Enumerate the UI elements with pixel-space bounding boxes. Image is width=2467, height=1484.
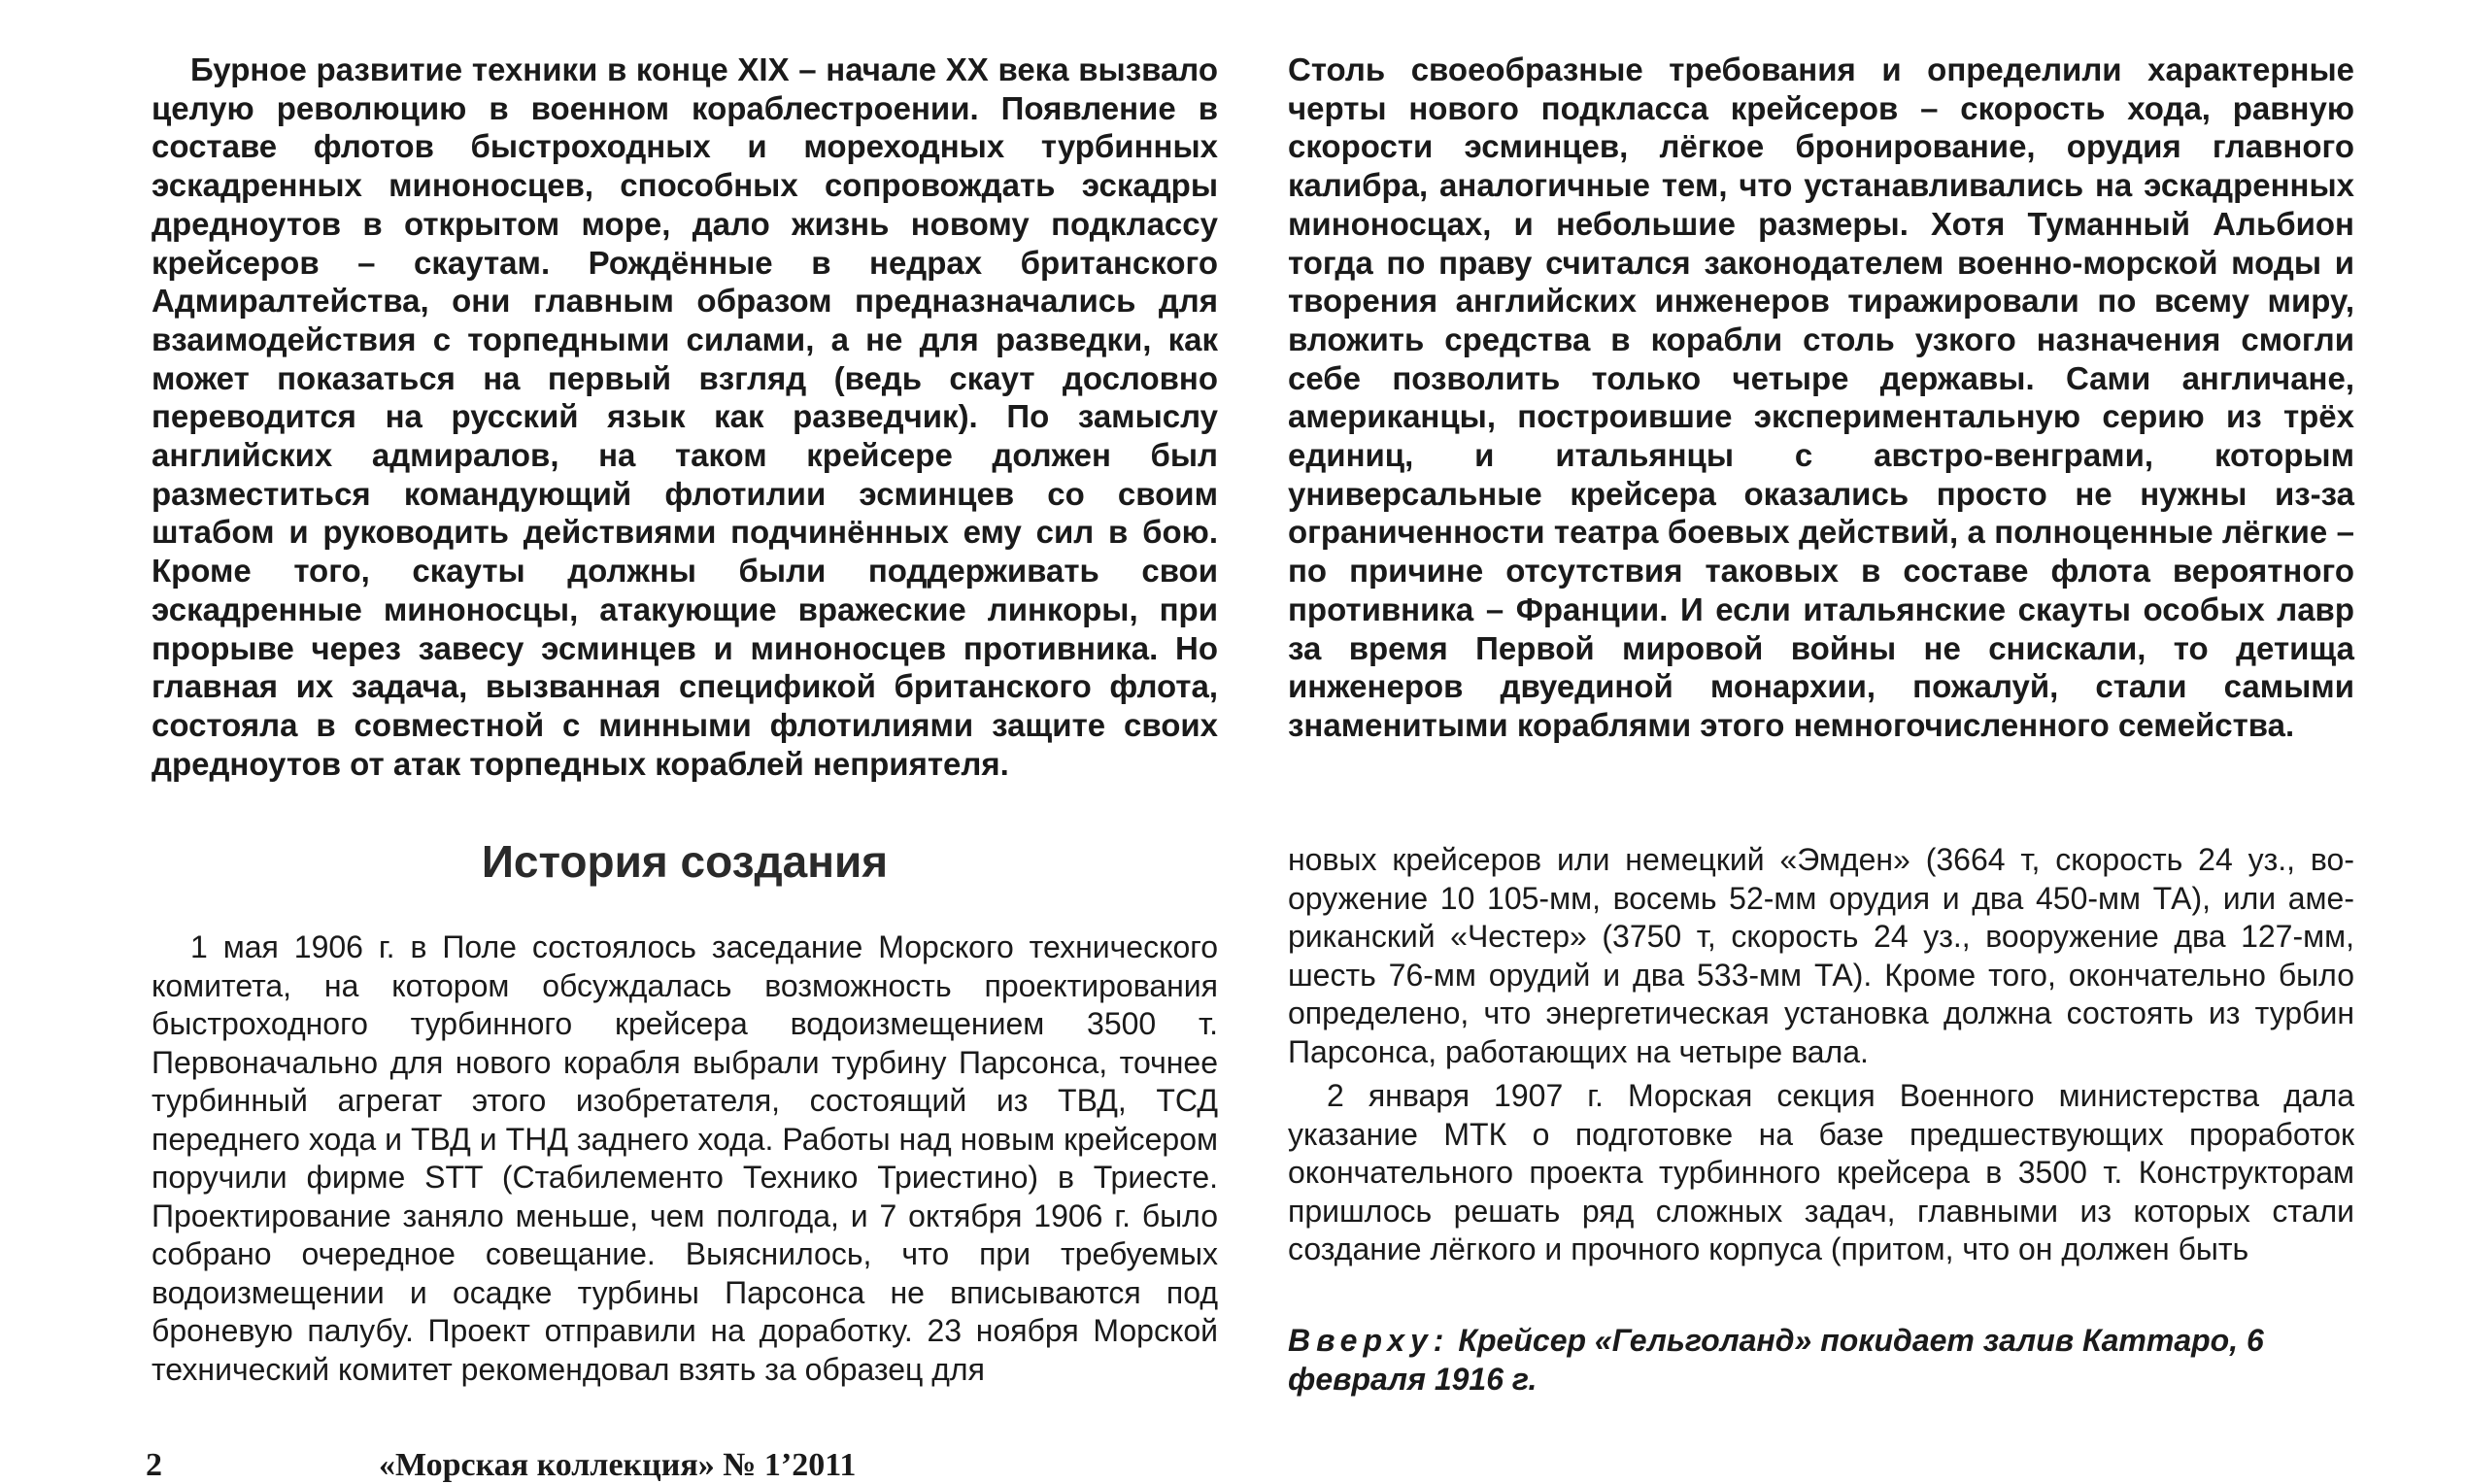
publication-title: «Морская коллекция» № 1’2011 [379,1447,857,1483]
section-heading-wrap [152,835,1218,888]
history-left-column [152,928,1218,1389]
intro-left-paragraph: Бурное развитие техники в конце XIX – начале XX века вызвало целую революцию в военном кораблестроении. Появление в составе флотов быстроходных и мореходных турбинных эскадренных миноносцев, способных сопровождать эскадры дредноутов в открытом море, дало жизнь новому подклассу крейсеров – скаутам. Рождённые в недрах британского Адмиралтейства, они главным образом предназначались для взаимодействия с торпедными силами, а не для разведки, как может показаться на первый взгляд (ведь скаут дословно переводится на русский язык как разведчик). По замыслу английских адмиралов, на таком крейсере должен был разместиться командующий флотилии эсминцев со своим штабом и руководить действиями подчинённых ему сил в бою. Кроме того, скауты должны были поддерживать свои эскадренные миноносцы, атакующие вражеские линкоры, при прорыве через завесу эсминцев и миноносцев противника. Но главная их задача, вызванная спецификой британского флота, состояла в совместной с минными флотилиями защите своих дредноутов от атак торпедных кораблей неприятеля. [152,51,1218,782]
section-heading: История создания [481,836,889,887]
history-right-paragraph-1: новых крейсеров или немецкий «Эмден» (3664 т, скорость 24 уз., вооружение 10 105-мм, восемь 52-мм орудия и два 450-мм ТА), или американский «Честер» (3750 т, скорость 24 уз., вооружение два 127-мм, шесть 76-мм орудий и два 533-мм ТА). Кроме того, окончательно было определено, что энергетическая установка должна состоять из турбин Парсонса, работающих на четыре вала. [1288,842,2354,1069]
history-left-paragraph: 1 мая 1906 г. в Поле состоялось заседание Морского технического комитета, на котором обсуждалась возможность проектирования быстроходного турбинного крейсера водоизмещением 3500 т. Первоначально для нового корабля выбрали турбину Парсонса, точнее турбинный агрегат этого изобретателя, состоящий из ТВД, ТСД переднего хода и ТВД и ТНД заднего хода. Работы над новым крейсером поручили фирме STT (Стабилементо Технико Триестино) в Триесте. Проектирование заняло меньше, чем полгода, и 7 октября 1906 г. было собрано очередное совещание. Выяснилось, что при требуемых водоизмещении и осадке турбины Парсонса не вписываются под броневую палубу. Проект отправили на доработку. 23 ноября Морской технический комитет рекомендовал взять за образец для [152,929,1218,1387]
history-right-column [1288,841,2354,1269]
caption-text: Крейсер «Гельголанд» покидает залив Каттаро, 6 февраля 1916 г. [1288,1323,2264,1397]
caption-label: Вверху: [1288,1323,1450,1358]
photo-caption [1288,1321,2354,1399]
intro-right-column [1288,51,2354,745]
page-number: 2 [146,1447,162,1483]
footer [146,1447,1311,1482]
intro-left-column [152,51,1218,783]
intro-right-paragraph: Столь своеобразные требования и определили характерные черты нового подкласса крейсеров – скорость хода, равную скорости эсминцев, лёгкое бронирование, орудия главного калибра, аналогичные тем, что устанавливались на эскадренных миноносцах, и небольшие размеры. Хотя Туманный Альбион тогда по праву считался законодателем военно-морской моды и творения английских инженеров тиражировали по всему миру, вложить средства в корабли столь узкого назначения смогли себе позволить только четыре державы. Сами англичане, американцы, построившие экспериментальную серию из трёх единиц, и итальянцы с австро-венграми, которым универсальные крейсера оказались просто не нужны из-за ограниченности театра боевых действий, а полноценные лёгкие – по причине отсутствия таковых в составе флота вероятного противника – Франции. И если итальянские скауты особых лавр за время Первой мировой войны не снискали, то детища инженеров двуединой монархии, пожалуй, стали самыми знаменитыми кораблями этого немногочисленного семейства. [1288,51,2354,743]
history-right-paragraph-2: 2 января 1907 г. Морская секция Военного министерства дала указание МТК о подготовке на базе предшествующих проработок окончательного проекта турбинного крейсера в 3500 т. Конструкторам пришлось решать ряд сложных задач, главными из которых стали создание лёгкого и прочного корпуса (притом, что он должен быть [1288,1078,2354,1266]
